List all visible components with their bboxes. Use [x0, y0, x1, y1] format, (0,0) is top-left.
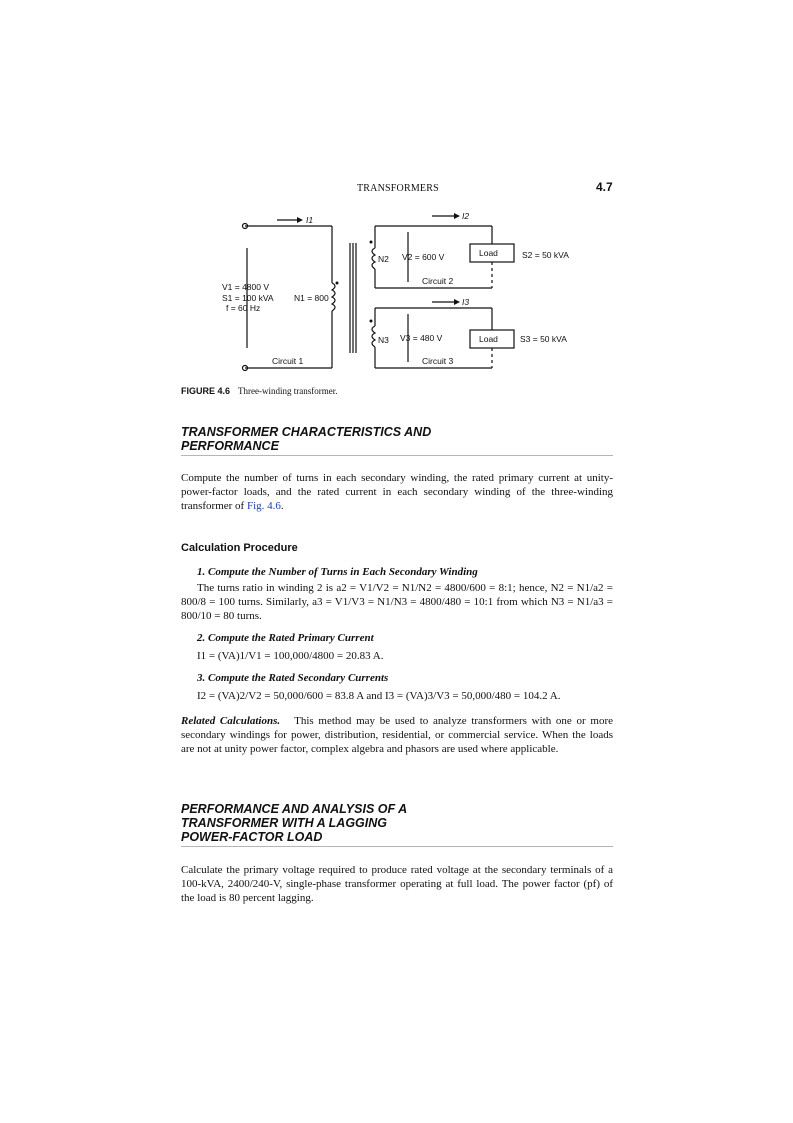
fig-label-circuit3: Circuit 3	[422, 356, 454, 366]
fig-label-n1: N1 = 800	[294, 293, 329, 303]
fig-label-s1: S1 = 100 kVA	[222, 293, 274, 303]
fig-label-i3: I3	[462, 297, 470, 307]
section-title-line: POWER-FACTOR LOAD	[181, 830, 323, 844]
related-text: This method may be used to analyze transformers with one or more secondary windings for power, distribution, residential, or commercial service. When the loads are not at unity power factor, complex algebra and phasors are used where applicable.	[181, 715, 613, 755]
fig-label-i1: I1	[306, 215, 314, 225]
intro-text: Compute the number of turns in each secondary winding, the rated primary current at unity-power-factor loads, and the rated current in each secondary winding of the three-winding transformer of	[181, 472, 613, 512]
intro-end: .	[280, 499, 284, 512]
section-title-line: TRANSFORMER WITH A LAGGING	[181, 816, 387, 830]
step3-text: I2 = (VA)2/V2 = 50,000/600 = 83.8 A and I3 = (VA)3/V3 = 50,000/480 = 104.2 A.	[197, 690, 561, 702]
fig-label-v2: V2 = 600 V	[402, 252, 445, 262]
fig-label-load2: Load	[479, 248, 498, 258]
fig-label-v3: V3 = 480 V	[400, 333, 443, 343]
section-title-line: PERFORMANCE AND ANALYSIS OF A	[181, 802, 408, 816]
section-title-line: TRANSFORMER CHARACTERISTICS AND	[181, 425, 432, 439]
fig-label-f: f = 60 Hz	[226, 303, 261, 313]
fig-label-n3: N3	[378, 335, 389, 345]
figure-caption-label: FIGURE 4.6	[181, 386, 231, 396]
fig-label-s3: S3 = 50 kVA	[520, 334, 567, 344]
fig-label-circuit1: Circuit 1	[272, 356, 304, 366]
running-head: TRANSFORMERS	[357, 183, 439, 194]
page-number: 4.7	[596, 180, 613, 194]
section-title-line: PERFORMANCE	[181, 439, 279, 453]
related-label: Related Calculations.	[181, 715, 281, 727]
fig-label-n2: N2	[378, 254, 389, 264]
step1-text: The turns ratio in winding 2 is a2 = V1/V2 = N1/N2 = 4800/600 = 8:1; hence, N2 = N1/a2 = 800/8 = 100 turns. Similarly, a3 = V1/V3 = N1/N3 = 4800/480 = 10:1 from which N3 = N1/a3 = 800/10 = 80 turns.	[181, 582, 613, 622]
fig-label-load3: Load	[479, 334, 498, 344]
section1-intro	[181, 472, 613, 513]
related-calculations	[181, 715, 613, 756]
three-winding-transformer-figure	[222, 208, 582, 380]
figure-link[interactable]: Fig. 4.6	[246, 499, 281, 512]
figure-caption	[181, 386, 337, 396]
fig-label-i2: I2	[462, 211, 470, 221]
figure-caption-text: Three-winding transformer.	[238, 386, 338, 396]
section-title-transformer-characteristics	[181, 425, 613, 456]
step3-title: 3. Compute the Rated Secondary Currents	[197, 672, 389, 684]
section2-text: Calculate the primary voltage required to produce rated voltage at the secondary terminals of a 100-kVA, 2400/240-V, single-phase transformer operating at full load. The power factor (pf) of the load is 80 percent lagging.	[181, 864, 613, 904]
procedure-title: Calculation Procedure	[181, 542, 298, 554]
fig-label-circuit2: Circuit 2	[422, 276, 454, 286]
step2-text: I1 = (VA)1/V1 = 100,000/4800 = 20.83 A.	[197, 650, 384, 662]
step2-title: 2. Compute the Rated Primary Current	[197, 632, 374, 644]
fig-label-s2: S2 = 50 kVA	[522, 250, 569, 260]
step1-title: 1. Compute the Number of Turns in Each Secondary Winding	[197, 566, 478, 578]
section-title-lagging-pf	[181, 802, 613, 847]
fig-label-v1: V1 = 4800 V	[222, 282, 270, 292]
